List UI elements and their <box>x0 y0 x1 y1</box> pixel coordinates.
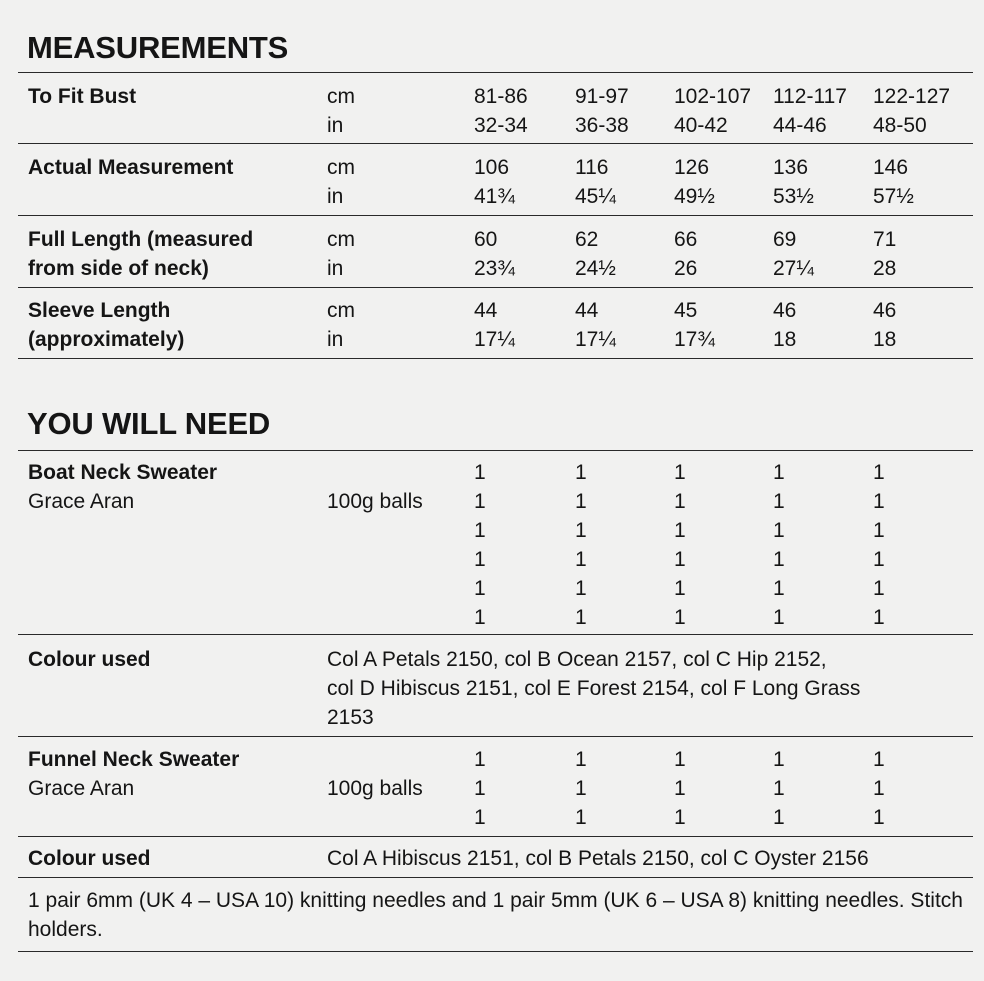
table-row <box>0 745 984 774</box>
ball-count: 1 <box>674 777 686 800</box>
sweater-heading: Funnel Neck Sweater <box>28 748 240 771</box>
size-value: 44-46 <box>773 114 827 137</box>
ball-count: 1 <box>575 490 587 513</box>
size-value: 60 <box>474 228 498 251</box>
table-row <box>0 487 984 516</box>
size-value: 17¼ <box>575 328 616 351</box>
unit-label: cm <box>327 228 355 251</box>
size-value: 46 <box>773 299 797 322</box>
you-will-need-heading: YOU WILL NEED <box>27 406 271 441</box>
needles-text: 1 pair 6mm (UK 4 – USA 10) knitting needles and 1 pair 5mm (UK 6 – USA 8) knitting needles. Stitch holders. <box>28 889 963 941</box>
unit-label: in <box>327 185 344 208</box>
colour-list-line: Col A Petals 2150, col B Ocean 2157, col C Hip 2152, <box>327 648 827 671</box>
size-value: 46 <box>873 299 897 322</box>
row-label: (approximately) <box>28 328 185 351</box>
unit-label: cm <box>327 85 355 108</box>
ball-count: 1 <box>873 490 885 513</box>
sweater-heading: Boat Neck Sweater <box>28 461 218 484</box>
divider <box>18 736 973 737</box>
colour-list-line: Col A Hibiscus 2151, col B Petals 2150, col C Oyster 2156 <box>327 847 869 870</box>
size-value: 66 <box>674 228 698 251</box>
size-value: 27¼ <box>773 257 814 280</box>
ball-count: 1 <box>873 606 885 629</box>
ball-count: 1 <box>873 577 885 600</box>
ball-count: 1 <box>773 490 785 513</box>
ball-count: 1 <box>474 548 486 571</box>
size-value: 48-50 <box>873 114 927 137</box>
ball-count: 1 <box>575 777 587 800</box>
size-value: 53½ <box>773 185 814 208</box>
measurement-row-length <box>0 225 984 283</box>
colour-used-label: Colour used <box>28 847 151 870</box>
ball-count: 1 <box>873 777 885 800</box>
ball-count: 1 <box>674 490 686 513</box>
table-row <box>0 603 984 632</box>
size-value: 102-107 <box>674 85 752 108</box>
boat-neck-materials <box>0 458 984 632</box>
colour-list-line: 2153 <box>327 706 374 729</box>
ball-count: 1 <box>474 777 486 800</box>
size-value: 91-97 <box>575 85 629 108</box>
size-value: 18 <box>773 328 797 351</box>
divider <box>18 358 973 359</box>
row-label: from side of neck) <box>28 257 209 280</box>
boat-neck-colours <box>0 645 984 732</box>
size-value: 23¾ <box>474 257 515 280</box>
measurement-row-bust <box>0 82 984 140</box>
row-label: To Fit Bust <box>28 85 137 108</box>
size-value: 81-86 <box>474 85 528 108</box>
size-value: 106 <box>474 156 510 179</box>
table-row <box>0 325 984 354</box>
unit-label: cm <box>327 299 355 322</box>
unit-label: in <box>327 328 344 351</box>
divider <box>18 951 973 952</box>
table-row <box>0 153 984 182</box>
size-value: 18 <box>873 328 897 351</box>
divider <box>18 634 973 635</box>
divider <box>18 287 973 288</box>
unit-label: cm <box>327 156 355 179</box>
size-value: 44 <box>474 299 498 322</box>
size-value: 17¾ <box>674 328 715 351</box>
ball-count: 1 <box>773 461 785 484</box>
ball-count: 1 <box>773 606 785 629</box>
size-value: 71 <box>873 228 897 251</box>
row-label: Sleeve Length <box>28 299 171 322</box>
unit-label: 100g balls <box>327 490 423 513</box>
ball-count: 1 <box>674 461 686 484</box>
divider <box>18 72 973 73</box>
ball-count: 1 <box>474 806 486 829</box>
table-row <box>0 803 984 832</box>
divider <box>18 450 973 451</box>
size-value: 146 <box>873 156 909 179</box>
unit-label: 100g balls <box>327 777 423 800</box>
ball-count: 1 <box>474 606 486 629</box>
size-value: 45 <box>674 299 698 322</box>
ball-count: 1 <box>575 548 587 571</box>
table-row <box>0 516 984 545</box>
colour-list-line: col D Hibiscus 2151, col E Forest 2154, col F Long Grass <box>327 677 861 700</box>
ball-count: 1 <box>575 606 587 629</box>
table-row <box>0 225 984 254</box>
table-row <box>0 703 984 732</box>
ball-count: 1 <box>674 806 686 829</box>
table-row <box>0 458 984 487</box>
divider <box>18 215 973 216</box>
divider <box>18 143 973 144</box>
table-row <box>0 574 984 603</box>
divider <box>18 877 973 878</box>
ball-count: 1 <box>773 519 785 542</box>
ball-count: 1 <box>773 777 785 800</box>
ball-count: 1 <box>575 748 587 771</box>
ball-count: 1 <box>575 461 587 484</box>
ball-count: 1 <box>575 519 587 542</box>
measurement-row-sleeve <box>0 296 984 354</box>
size-value: 44 <box>575 299 599 322</box>
ball-count: 1 <box>474 519 486 542</box>
size-value: 116 <box>575 156 609 179</box>
size-value: 41¾ <box>474 185 515 208</box>
ball-count: 1 <box>674 548 686 571</box>
unit-label: in <box>327 257 344 280</box>
ball-count: 1 <box>674 748 686 771</box>
yarn-name: Grace Aran <box>28 490 135 513</box>
size-value: 122-127 <box>873 85 951 108</box>
ball-count: 1 <box>873 748 885 771</box>
size-value: 32-34 <box>474 114 528 137</box>
size-value: 17¼ <box>474 328 515 351</box>
ball-count: 1 <box>674 606 686 629</box>
size-value: 26 <box>674 257 698 280</box>
ball-count: 1 <box>575 806 587 829</box>
table-row <box>0 111 984 140</box>
size-value: 126 <box>674 156 710 179</box>
table-row <box>0 296 984 325</box>
ball-count: 1 <box>674 577 686 600</box>
ball-count: 1 <box>773 748 785 771</box>
ball-count: 1 <box>474 461 486 484</box>
table-row <box>0 182 984 211</box>
size-value: 136 <box>773 156 809 179</box>
ball-count: 1 <box>773 548 785 571</box>
size-value: 45¼ <box>575 185 616 208</box>
funnel-neck-colours <box>0 844 984 873</box>
row-label: Actual Measurement <box>28 156 234 179</box>
table-row <box>0 254 984 283</box>
table-row <box>0 545 984 574</box>
ball-count: 1 <box>873 548 885 571</box>
table-row <box>0 844 984 873</box>
size-value: 49½ <box>674 185 715 208</box>
ball-count: 1 <box>873 806 885 829</box>
ball-count: 1 <box>474 490 486 513</box>
size-value: 24½ <box>575 257 616 280</box>
size-value: 36-38 <box>575 114 629 137</box>
measurement-row-actual <box>0 153 984 211</box>
ball-count: 1 <box>773 577 785 600</box>
ball-count: 1 <box>773 806 785 829</box>
size-value: 40-42 <box>674 114 728 137</box>
size-value: 28 <box>873 257 897 280</box>
row-label: Full Length (measured <box>28 228 254 251</box>
unit-label: in <box>327 114 344 137</box>
table-row <box>0 82 984 111</box>
ball-count: 1 <box>873 461 885 484</box>
size-value: 57½ <box>873 185 914 208</box>
table-row <box>0 645 984 674</box>
measurements-heading: MEASUREMENTS <box>27 30 289 65</box>
ball-count: 1 <box>575 577 587 600</box>
table-row <box>0 774 984 803</box>
ball-count: 1 <box>474 748 486 771</box>
table-row <box>0 674 984 703</box>
size-value: 112-117 <box>773 85 847 108</box>
ball-count: 1 <box>474 577 486 600</box>
ball-count: 1 <box>873 519 885 542</box>
divider <box>18 836 973 837</box>
yarn-name: Grace Aran <box>28 777 135 800</box>
size-value: 69 <box>773 228 797 251</box>
size-value: 62 <box>575 228 599 251</box>
funnel-neck-materials <box>0 745 984 832</box>
colour-used-label: Colour used <box>28 648 151 671</box>
ball-count: 1 <box>674 519 686 542</box>
